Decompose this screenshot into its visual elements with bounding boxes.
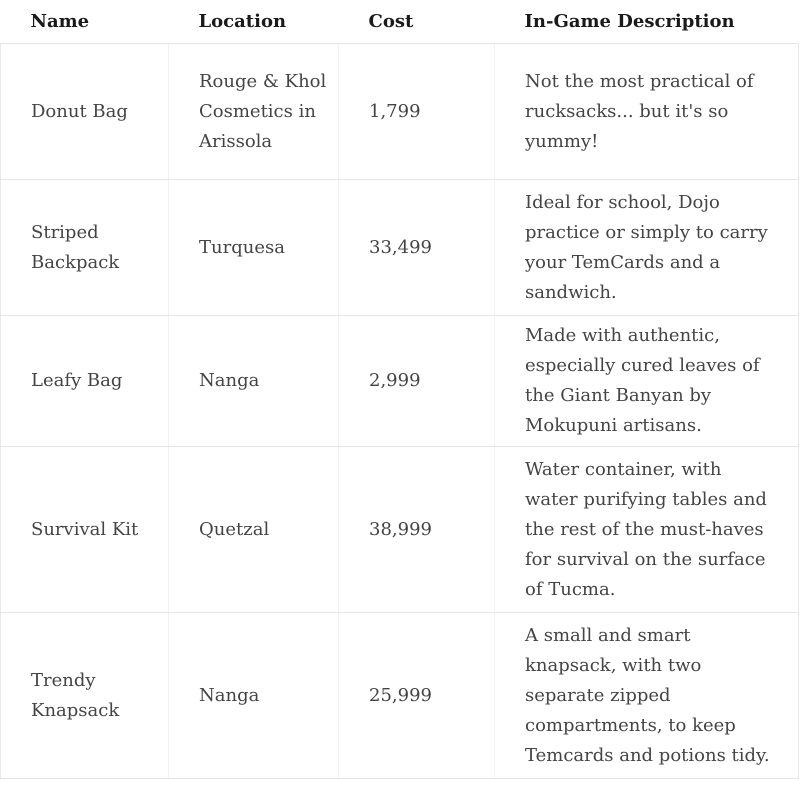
cell-name: Leafy Bag — [1, 316, 169, 447]
cell-location: Quetzal — [169, 447, 339, 613]
cell-name: Survival Kit — [1, 447, 169, 613]
header-cost: Cost — [339, 0, 495, 44]
cell-location: Nanga — [169, 316, 339, 447]
header-row — [1, 0, 799, 44]
cell-name: Trendy Knapsack — [1, 613, 169, 779]
cell-location: Nanga — [169, 613, 339, 779]
table-row — [1, 180, 799, 316]
table-row — [1, 316, 799, 447]
cell-cost: 25,999 — [339, 613, 495, 779]
cell-description: Not the most practical of rucksacks... but it's so yummy! — [495, 44, 799, 180]
cell-location: Rouge & Khol Cosmetics in Arissola — [169, 44, 339, 180]
cell-cost: 1,799 — [339, 44, 495, 180]
header-description: In-Game Description — [495, 0, 799, 44]
cell-description: Made with authentic, especially cured leaves of the Giant Banyan by Mokupuni artisans. — [495, 316, 799, 447]
cell-name: Striped Backpack — [1, 180, 169, 316]
header-name: Name — [1, 0, 169, 44]
cell-description: Ideal for school, Dojo practice or simply to carry your TemCards and a sandwich. — [495, 180, 799, 316]
cell-cost: 33,499 — [339, 180, 495, 316]
cell-cost: 38,999 — [339, 447, 495, 613]
header-location: Location — [169, 0, 339, 44]
cell-cost: 2,999 — [339, 316, 495, 447]
table-row — [1, 44, 799, 180]
cell-location: Turquesa — [169, 180, 339, 316]
cell-name: Donut Bag — [1, 44, 169, 180]
table-header — [1, 0, 799, 44]
cell-description: Water container, with water purifying tables and the rest of the must-haves for survival on the surface of Tucma. — [495, 447, 799, 613]
table-body — [1, 44, 799, 779]
table-row — [1, 613, 799, 779]
cell-description: A small and smart knapsack, with two separate zipped compartments, to keep Temcards and potions tidy. — [495, 613, 799, 779]
table-row — [1, 447, 799, 613]
